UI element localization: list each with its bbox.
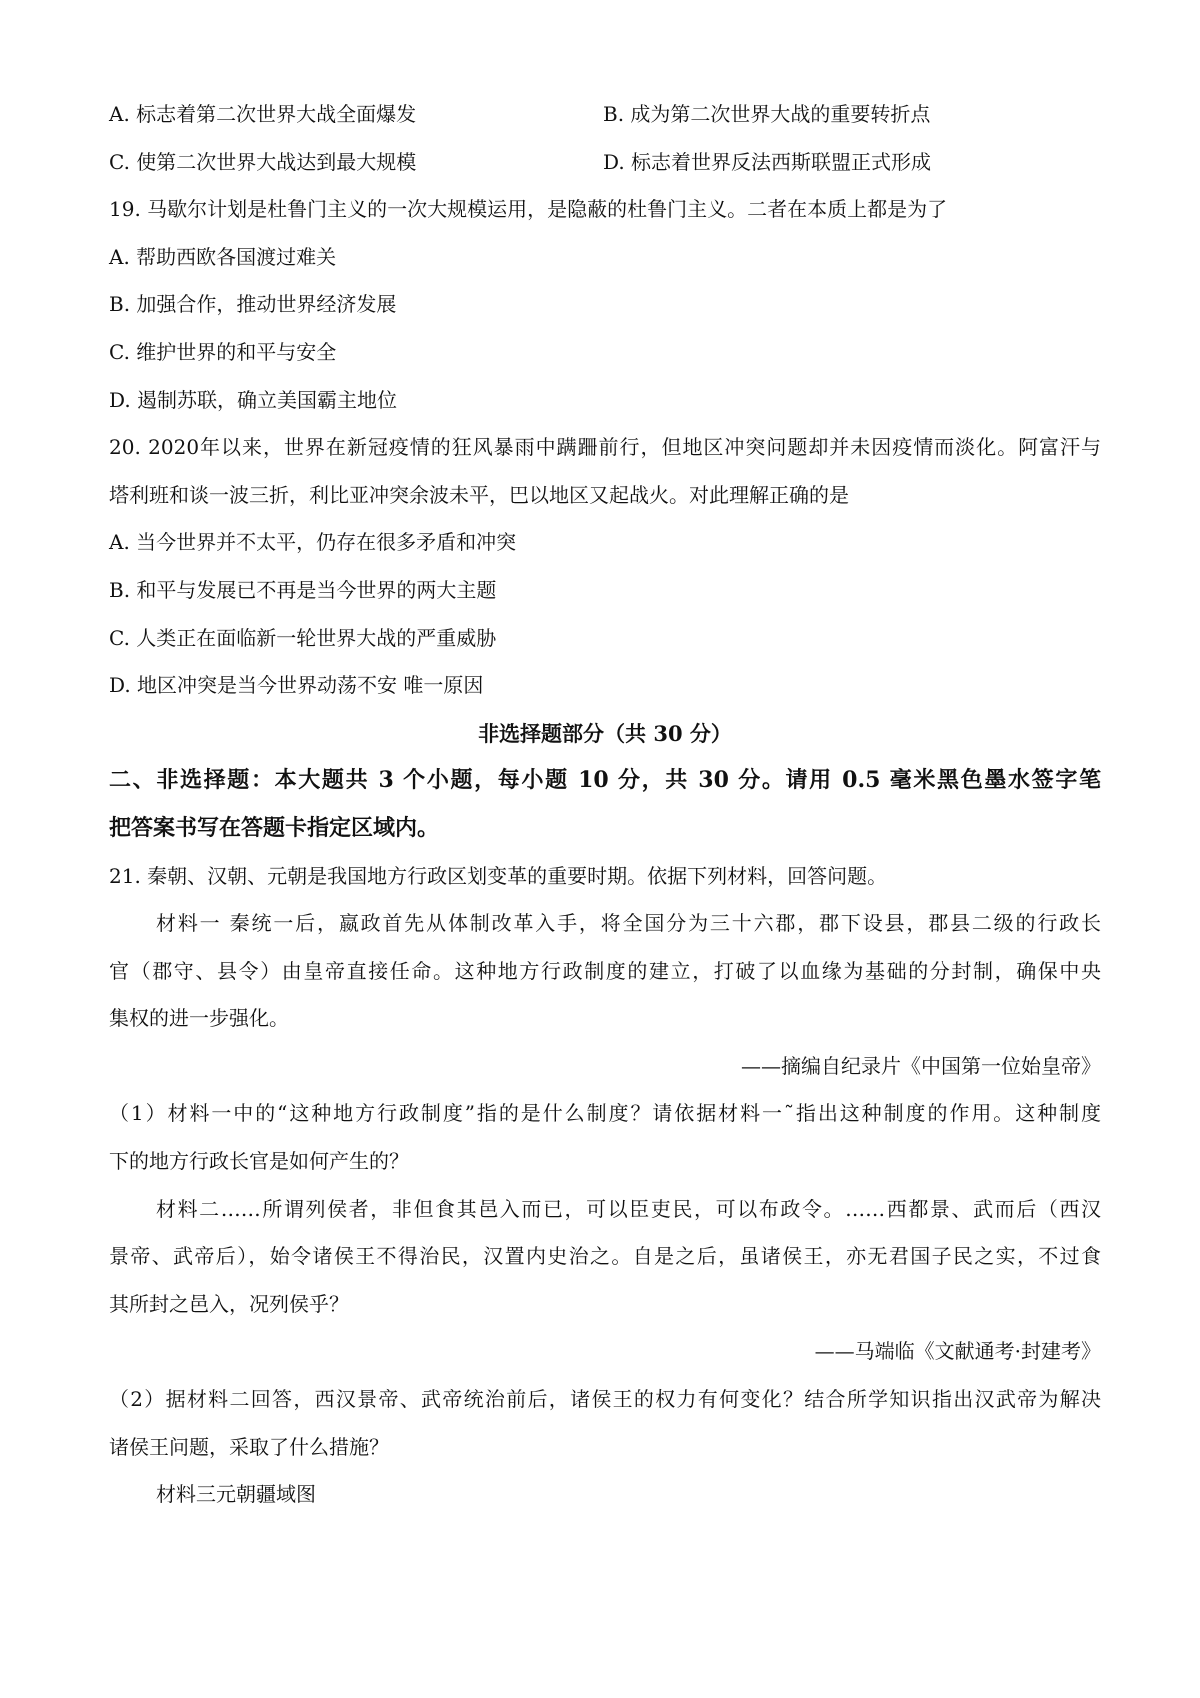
sub-question2-line2: 诸侯王问题，采取了什么措施？ (109, 1434, 389, 1459)
material3-caption: 材料三元朝疆域图 (156, 1482, 316, 1507)
q19-stem: 19. 马歇尔计划是杜鲁门主义的一次大规模运用，是隐蔽的杜鲁门主义。二者在本质上都是为了 (109, 197, 948, 222)
part2-title: 非选择题部分（共 30 分） (478, 720, 732, 746)
material1-line2: 官（郡守、县令）由皇帝直接任命。这种地方行政制度的建立，打破了以血缘为基础的分封制，确保中央 (109, 958, 1101, 983)
material1-line1: 材料一 秦统一后，嬴政首先从体制改革入手，将全国分为三十六郡，郡下设县，郡县二级的行政长 (156, 911, 1101, 936)
q18-options-row1 (109, 91, 1101, 139)
q21-stem: 21. 秦朝、汉朝、元朝是我国地方行政区划变革的重要时期。依据下列材料，回答问题。 (109, 863, 888, 888)
material1-source: ——摘编自纪录片《中国第一位始皇帝》 (741, 1053, 1101, 1078)
sub-question1-line1: （1）材料一中的“这种地方行政制度”指的是什么制度？请依据材料一˜指出这种制度的作用。这种制度 (109, 1101, 1101, 1126)
material1-line3: 集权的进一步强化。 (109, 1006, 289, 1031)
material2-line3: 其所封之邑入，况列侯乎？ (109, 1291, 349, 1316)
q19-option-b: B. 加强合作，推动世界经济发展 (109, 292, 397, 317)
q20-stem-line2: 塔利班和谈一波三折，利比亚冲突余波未平，巴以地区又起战火。对此理解正确的是 (109, 482, 849, 507)
material2-source: ——马端临《文献通考·封建考》 (814, 1339, 1101, 1364)
material2-line2: 景帝、武帝后），始令诸侯王不得治民，汉置内史治之。自是之后，虽诸侯王，亦无君国子民之实，不过食 (109, 1244, 1101, 1269)
material2-line1: 材料二……所谓列侯者，非但食其邑入而已，可以臣吏民，可以布政令。……西都景、武而后（西汉 (156, 1196, 1101, 1221)
q19-option-c: C. 维护世界的和平与安全 (109, 339, 337, 364)
q20-option-b: B. 和平与发展已不再是当今世界的两大主题 (109, 577, 497, 602)
q18-option-c: C. 使第二次世界大战达到最大规模 (109, 149, 417, 174)
q19-option-d: D. 遏制苏联，确立美国霸主地位 (109, 387, 398, 412)
q20-option-c: C. 人类正在面临新一轮世界大战的严重威胁 (109, 625, 497, 650)
q20-option-a: A. 当今世界并不太平，仍存在很多矛盾和冲突 (109, 530, 517, 555)
q20-option-d: D. 地区冲突是当今世界动荡不安 唯一原因 (109, 673, 484, 698)
part2-instruction-line1: 二、非选择题：本大题共 3 个小题，每小题 10 分，共 30 分。请用 0.5 毫米黑色墨水签字笔 (109, 767, 1101, 794)
q18-option-b: B. 成为第二次世界大战的重要转折点 (603, 102, 931, 126)
q18-option-d: D. 标志着世界反法西斯联盟正式形成 (603, 149, 932, 174)
sub-question1-line2: 下的地方行政长官是如何产生的？ (109, 1149, 409, 1174)
sub-question2-line1: （2）据材料二回答，西汉景帝、武帝统治前后，诸侯王的权力有何变化？结合所学知识指出汉武帝为解决 (109, 1387, 1101, 1412)
q20-stem-line1: 20. 2020年以来，世界在新冠疫情的狂风暴雨中蹒跚前行，但地区冲突问题却并未因疫情而淡化。阿富汗与 (109, 435, 1101, 460)
exam-page (109, 91, 1101, 1519)
part2-instruction-line2: 把答案书写在答题卡指定区域内。 (109, 814, 440, 841)
q18-options-row2 (109, 139, 1101, 187)
q19-option-a: A. 帮助西欧各国渡过难关 (109, 244, 337, 269)
q18-option-a: A. 标志着第二次世界大战全面爆发 (109, 102, 417, 126)
